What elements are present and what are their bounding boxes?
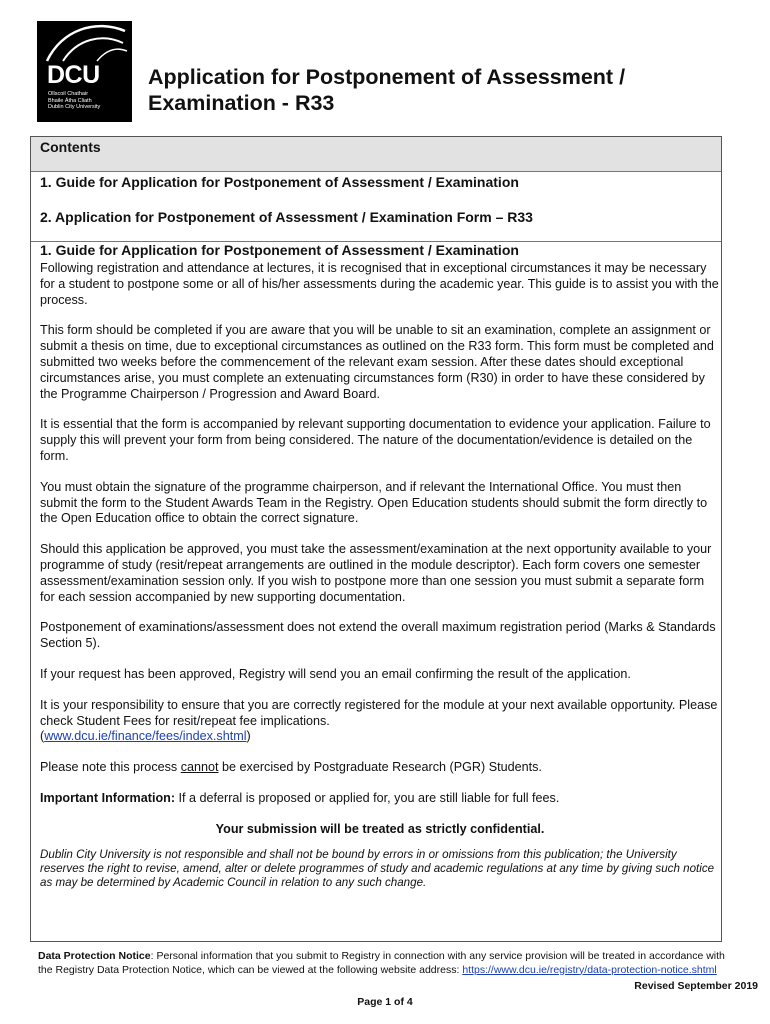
section-body xyxy=(40,261,720,905)
fees-link[interactable]: www.dcu.ie/finance/fees/index.shtml xyxy=(44,729,247,744)
paragraph-pgr xyxy=(40,760,720,776)
pgr-text-before: Please note this process xyxy=(40,760,181,775)
revised-date: Revised September 2019 xyxy=(634,980,758,992)
fees-text: It is your responsibility to ensure that you are correctly registered for the module at your next available opportunity. Please check Student Fees for resit/repeat fee implications. xyxy=(40,697,718,728)
paragraph-fees xyxy=(40,698,720,745)
pgr-underlined: cannot xyxy=(180,760,219,775)
paragraph: It is essential that the form is accompanied by relevant supporting documentation to evidence your application. Failure to supply this will prevent your form from being considered. The nature of the documentation/evidence is detailed on the form. xyxy=(40,417,711,463)
dcu-logo xyxy=(37,21,132,122)
page-title xyxy=(148,64,625,116)
fees-paren-open: ( xyxy=(40,729,45,744)
paragraph-important xyxy=(40,791,720,807)
pgr-text-after: be exercised by Postgraduate Research (PGR) Students. xyxy=(218,760,542,775)
paragraph: Should this application be approved, you must take the assessment/examination at the next opportunity available to your programme of study (resit/repeat arrangements are outlined in the module descriptor). Each form covers one semester assessment/examination session only. If you wish to postpone more than one session you must submit a separate form for each session accompanied by new supporting documentation. xyxy=(40,542,712,604)
contents-heading: Contents xyxy=(31,137,721,172)
important-label: Important Information: xyxy=(40,790,176,805)
paragraph: Postponement of examinations/assessment does not extend the overall maximum registration period (Marks & Standards Section 5). xyxy=(40,620,716,651)
disclaimer: Dublin City University is not responsible and shall not be bound by errors in or omissions from this publication; the University reserves the right to revise, amend, alter or delete programmes of study and academic regulations at any time by giving such notice as may be determined by Academic Council in relation to any such change. xyxy=(40,847,715,889)
confidential-notice: Your submission will be treated as strictly confidential. xyxy=(215,821,545,836)
paragraph: If your request has been approved, Registry will send you an email confirming the result of the application. xyxy=(40,666,631,681)
title-line-1: Application for Postponement of Assessment / xyxy=(148,65,626,89)
dp-label: Data Protection Notice xyxy=(38,950,151,962)
page-number: Page 1 of 4 xyxy=(357,996,413,1008)
logo-text: DCU xyxy=(47,61,100,89)
fees-paren-close: ) xyxy=(246,729,251,744)
paragraph: Following registration and attendance at lectures, it is recognised that in exceptional circumstances it may be necessary for a student to postpone some or all of his/her assessments during the academic year. This guide is to assist you with the process. xyxy=(40,261,719,307)
section-heading: 1. Guide for Application for Postponement of Assessment / Examination xyxy=(40,242,519,258)
title-line-2: Examination - R33 xyxy=(148,91,335,115)
paragraph: You must obtain the signature of the programme chairperson, and if relevant the International Office. You must then submit the form to the Student Awards Team in the Registry. Open Education students should submit the form directly to the Open Education office to obtain the correct signature. xyxy=(40,479,708,526)
dp-link[interactable]: https://www.dcu.ie/registry/data-protection-notice.shtml xyxy=(462,963,717,976)
toc-item-guide: 1. Guide for Application for Postponement of Assessment / Examination xyxy=(40,174,519,190)
dp-text: : Personal information that you submit to Registry in connection with any service provision will be treated in accordance with the Registry Data Protection Notice, which can be viewed at the following website address: xyxy=(38,950,725,976)
logo-subtitle-line: Ollscoil Chathair xyxy=(48,91,89,97)
toc-item-form: 2. Application for Postponement of Assessment / Examination Form – R33 xyxy=(40,209,533,225)
content-box xyxy=(30,136,722,942)
paragraph: This form should be completed if you are aware that you will be unable to sit an examination, complete an assignment or submit a thesis on time, due to exceptional circumstances as outlined on the R33 form. This form must be completed and submitted two weeks before the commencement of the relevant exam session. After these dates should exceptional circumstances arise, you must complete an extenuating circumstances form (R30) in order to have these considered by the Programme Chairperson / Progression and Award Board. xyxy=(40,323,714,401)
data-protection-notice xyxy=(38,950,728,977)
logo-subtitle xyxy=(48,91,100,111)
logo-subtitle-line: Bhaile Átha Cliath xyxy=(48,97,92,104)
logo-subtitle-line: Dublin City University xyxy=(48,104,101,110)
important-text: If a deferral is proposed or applied for, you are still liable for full fees. xyxy=(175,790,560,805)
